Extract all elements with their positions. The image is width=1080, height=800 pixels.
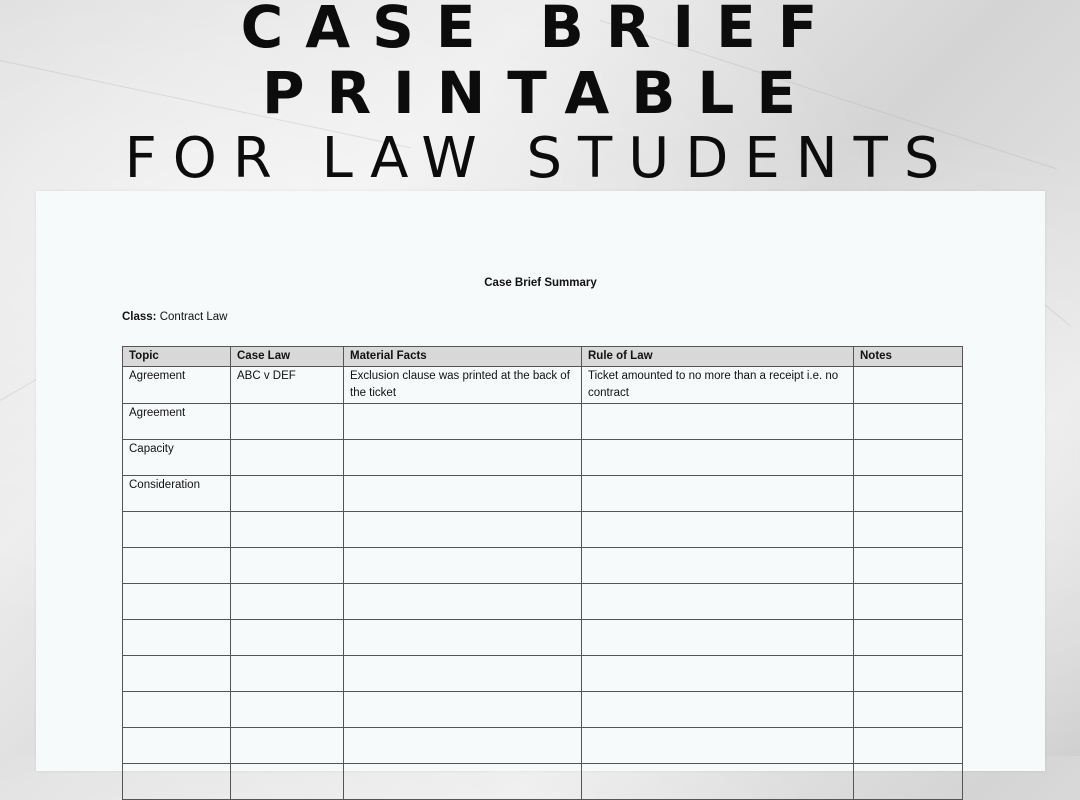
cell-notes <box>854 367 963 404</box>
cell-material-facts <box>344 512 582 548</box>
header-rule-of-law: Rule of Law <box>582 347 854 367</box>
cell-notes <box>854 620 963 656</box>
header-notes: Notes <box>854 347 963 367</box>
cell-material-facts <box>344 548 582 584</box>
table-row <box>123 692 963 728</box>
banner-subtitle: FOR LAW STUDENTS <box>124 126 956 191</box>
cell-material-facts <box>344 764 582 800</box>
cell-material-facts <box>344 476 582 512</box>
cell-rule-of-law <box>582 620 854 656</box>
cell-case-law <box>231 764 344 800</box>
cell-notes <box>854 404 963 440</box>
case-brief-table <box>122 346 963 800</box>
header-case-law: Case Law <box>231 347 344 367</box>
class-label: Class: <box>122 311 157 323</box>
cell-topic <box>123 548 231 584</box>
cell-notes <box>854 728 963 764</box>
cell-case-law <box>231 512 344 548</box>
cell-case-law <box>231 728 344 764</box>
table-row <box>123 476 963 512</box>
cell-material-facts <box>344 584 582 620</box>
cell-notes <box>854 656 963 692</box>
cell-material-facts <box>344 620 582 656</box>
cell-topic: Capacity <box>123 440 231 476</box>
cell-case-law <box>231 404 344 440</box>
table-row <box>123 548 963 584</box>
cell-notes <box>854 764 963 800</box>
cell-material-facts <box>344 728 582 764</box>
cell-rule-of-law <box>582 440 854 476</box>
cell-rule-of-law <box>582 656 854 692</box>
banner-title-line-2: PRINTABLE <box>261 59 819 127</box>
cell-topic <box>123 512 231 548</box>
table-row <box>123 404 963 440</box>
cell-rule-of-law <box>582 548 854 584</box>
table-header-row <box>123 347 963 367</box>
cell-topic: Consideration <box>123 476 231 512</box>
cell-notes <box>854 512 963 548</box>
table-row <box>123 584 963 620</box>
cell-case-law <box>231 548 344 584</box>
document-title: Case Brief Summary <box>484 277 597 289</box>
table-row <box>123 656 963 692</box>
cell-case-law <box>231 692 344 728</box>
cell-topic <box>123 764 231 800</box>
cell-rule-of-law: Ticket amounted to no more than a receipt i.e. no contract <box>582 367 854 404</box>
cell-topic <box>123 728 231 764</box>
table-body <box>123 367 963 800</box>
cell-notes <box>854 476 963 512</box>
cell-case-law <box>231 584 344 620</box>
cell-case-law <box>231 440 344 476</box>
cell-notes <box>854 692 963 728</box>
cell-rule-of-law <box>582 476 854 512</box>
table-row <box>123 620 963 656</box>
cell-rule-of-law <box>582 764 854 800</box>
cell-case-law <box>231 620 344 656</box>
cell-topic <box>123 584 231 620</box>
class-line <box>122 311 228 323</box>
cell-material-facts <box>344 656 582 692</box>
cell-rule-of-law <box>582 512 854 548</box>
cell-rule-of-law <box>582 692 854 728</box>
cell-material-facts <box>344 404 582 440</box>
cell-rule-of-law <box>582 584 854 620</box>
header-material-facts: Material Facts <box>344 347 582 367</box>
cell-case-law <box>231 476 344 512</box>
table-row <box>123 440 963 476</box>
cell-notes <box>854 440 963 476</box>
cell-material-facts: Exclusion clause was printed at the back of the ticket <box>344 367 582 404</box>
cell-topic <box>123 692 231 728</box>
table-row <box>123 728 963 764</box>
printable-page <box>36 191 1045 771</box>
cell-rule-of-law <box>582 728 854 764</box>
cell-rule-of-law <box>582 404 854 440</box>
cell-topic: Agreement <box>123 404 231 440</box>
cell-material-facts <box>344 692 582 728</box>
cell-material-facts <box>344 440 582 476</box>
table-row <box>123 367 963 404</box>
cell-case-law <box>231 656 344 692</box>
cell-topic <box>123 620 231 656</box>
banner-title-line-1: CASE BRIEF <box>240 0 840 61</box>
table-row <box>123 512 963 548</box>
cell-notes <box>854 548 963 584</box>
cell-notes <box>854 584 963 620</box>
header-topic: Topic <box>123 347 231 367</box>
cell-topic: Agreement <box>123 367 231 404</box>
class-value: Contract Law <box>159 311 228 323</box>
table-row <box>123 764 963 800</box>
cell-topic <box>123 656 231 692</box>
cell-case-law: ABC v DEF <box>231 367 344 404</box>
